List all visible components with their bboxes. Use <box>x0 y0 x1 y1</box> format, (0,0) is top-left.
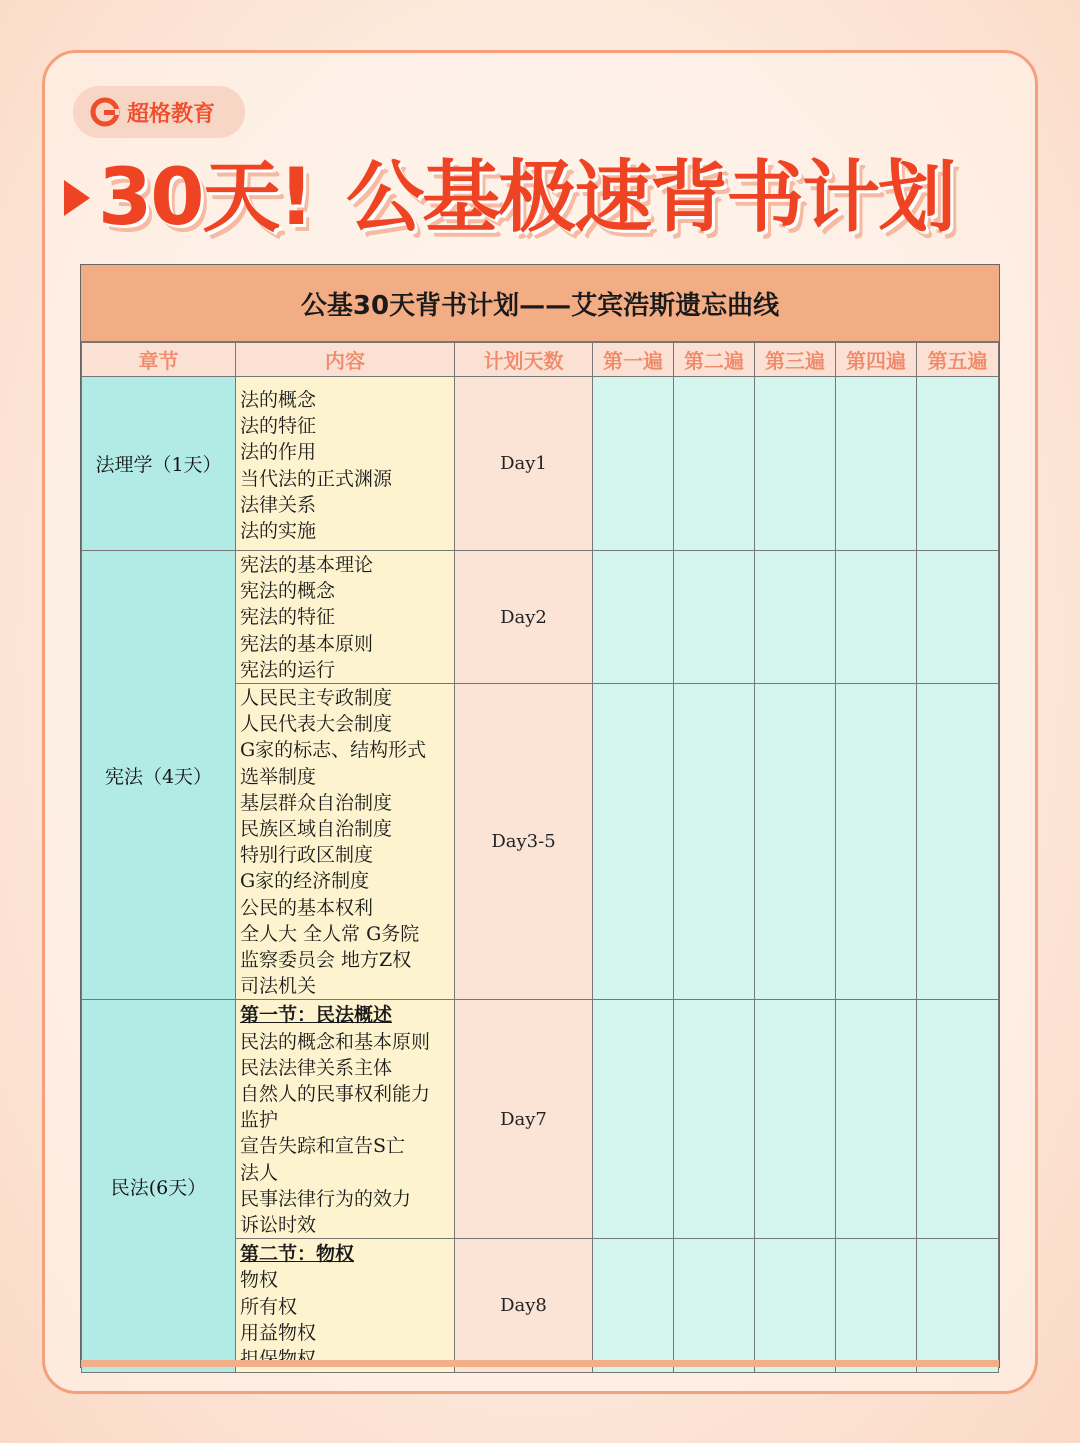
table-row <box>82 551 999 684</box>
pass-1-checkbox-cell[interactable] <box>593 377 674 551</box>
pass-4-checkbox-cell[interactable] <box>836 1000 917 1239</box>
play-arrow-icon <box>60 176 94 220</box>
content-item: 民族区域自治制度 <box>240 818 393 841</box>
chapter-cell: 民法(6天） <box>82 1000 236 1373</box>
pass-4-checkbox-cell[interactable] <box>836 377 917 551</box>
content-item: 诉讼时效 <box>240 1214 317 1237</box>
content-item: 特别行政区制度 <box>240 844 374 867</box>
pass-5-checkbox-cell[interactable] <box>917 551 999 684</box>
table-row <box>82 1000 999 1239</box>
content-item: 物权 <box>240 1269 279 1292</box>
days-cell: Day8 <box>455 1239 593 1373</box>
content-cell <box>236 1239 455 1373</box>
content-section-heading: 第一节：民法概述 <box>240 1004 393 1027</box>
content-item: 法的概念 <box>240 389 317 411</box>
chapter-cell: 宪法（4天） <box>82 551 236 1000</box>
table-header-row <box>82 343 999 377</box>
content-item: 所有权 <box>240 1295 298 1318</box>
content-cell <box>236 684 455 1000</box>
header-pass-5: 第五遍 <box>917 343 999 377</box>
pass-1-checkbox-cell[interactable] <box>593 1000 674 1239</box>
days-cell: Day3-5 <box>455 684 593 1000</box>
headline-part1: 30天! <box>98 153 313 243</box>
content-item: 人民代表大会制度 <box>240 713 393 736</box>
pass-3-checkbox-cell[interactable] <box>755 684 836 1000</box>
header-pass-3: 第三遍 <box>755 343 836 377</box>
table-title: 公基30天背书计划——艾宾浩斯遗忘曲线 <box>81 265 999 342</box>
pass-2-checkbox-cell[interactable] <box>674 551 755 684</box>
content-item: 宪法的特征 <box>240 606 336 629</box>
days-cell: Day7 <box>455 1000 593 1239</box>
days-cell: Day2 <box>455 551 593 684</box>
content-cell <box>236 551 455 684</box>
content-item: 法律关系 <box>240 493 317 516</box>
content-item: 民事法律行为的效力 <box>240 1187 412 1210</box>
content-item: 宪法的运行 <box>240 658 336 681</box>
content-item: 法的实施 <box>240 520 317 543</box>
content-item: 监护 <box>240 1109 279 1132</box>
header-chapter: 章节 <box>82 343 236 377</box>
header-days: 计划天数 <box>455 343 593 377</box>
content-item: 监察委员会 地方Z权 <box>240 949 412 972</box>
headline-text <box>98 153 955 243</box>
content-item: 用益物权 <box>240 1321 317 1344</box>
content-item: 法人 <box>240 1161 279 1184</box>
content-item: 民法法律关系主体 <box>240 1056 393 1079</box>
content-section-heading: 第二节：物权 <box>240 1243 355 1266</box>
pass-4-checkbox-cell[interactable] <box>836 551 917 684</box>
content-item: 法的作用 <box>240 441 317 464</box>
header-pass-1: 第一遍 <box>593 343 674 377</box>
header-content: 内容 <box>236 343 455 377</box>
pass-4-checkbox-cell[interactable] <box>836 684 917 1000</box>
pass-5-checkbox-cell[interactable] <box>917 1239 999 1373</box>
content-item: 人民民主专政制度 <box>240 687 393 710</box>
pass-2-checkbox-cell[interactable] <box>674 377 755 551</box>
pass-3-checkbox-cell[interactable] <box>755 1000 836 1239</box>
brand-g-icon <box>89 96 121 128</box>
pass-1-checkbox-cell[interactable] <box>593 551 674 684</box>
content-item: 宣告失踪和宣告S亡 <box>240 1135 406 1158</box>
pass-4-checkbox-cell[interactable] <box>836 1239 917 1373</box>
header-pass-4: 第四遍 <box>836 343 917 377</box>
headline-part2: 公基极速背书计划 <box>346 153 955 243</box>
content-cell <box>236 377 455 551</box>
content-item: 宪法的基本原则 <box>240 632 374 655</box>
pass-5-checkbox-cell[interactable] <box>917 377 999 551</box>
chapter-cell: 法理学（1天） <box>82 377 236 551</box>
pass-1-checkbox-cell[interactable] <box>593 1239 674 1373</box>
plan-table <box>81 342 999 1373</box>
content-item: 自然人的民事权利能力 <box>240 1083 431 1106</box>
pass-2-checkbox-cell[interactable] <box>674 1000 755 1239</box>
content-item: 宪法的概念 <box>240 580 336 603</box>
table-row <box>82 377 999 551</box>
content-item: 公民的基本权利 <box>240 896 374 919</box>
pass-3-checkbox-cell[interactable] <box>755 377 836 551</box>
content-item: 当代法的正式渊源 <box>240 467 393 490</box>
content-cell <box>236 1000 455 1239</box>
pass-3-checkbox-cell[interactable] <box>755 551 836 684</box>
content-item: G家的标志、结构形式 <box>240 739 427 762</box>
brand-name: 超格教育 <box>127 101 216 127</box>
days-cell: Day1 <box>455 377 593 551</box>
pass-5-checkbox-cell[interactable] <box>917 684 999 1000</box>
content-item: 司法机关 <box>240 975 317 998</box>
content-item: 宪法的基本理论 <box>240 554 374 576</box>
content-item: 法的特征 <box>240 415 317 438</box>
content-item: 基层群众自治制度 <box>240 791 393 814</box>
content-item: 选举制度 <box>240 765 317 788</box>
content-item: 全人大 全人常 G务院 <box>240 922 420 945</box>
content-item: G家的经济制度 <box>240 870 370 893</box>
brand-logo <box>73 86 245 138</box>
plan-table-container <box>80 264 1000 1368</box>
table-bottom-strip <box>81 1360 999 1367</box>
pass-2-checkbox-cell[interactable] <box>674 684 755 1000</box>
pass-2-checkbox-cell[interactable] <box>674 1239 755 1373</box>
content-item: 民法的概念和基本原则 <box>240 1030 431 1053</box>
pass-5-checkbox-cell[interactable] <box>917 1000 999 1239</box>
pass-1-checkbox-cell[interactable] <box>593 684 674 1000</box>
pass-3-checkbox-cell[interactable] <box>755 1239 836 1373</box>
plan-table-body <box>82 377 999 1373</box>
header-pass-2: 第二遍 <box>674 343 755 377</box>
page-headline <box>60 148 1020 248</box>
